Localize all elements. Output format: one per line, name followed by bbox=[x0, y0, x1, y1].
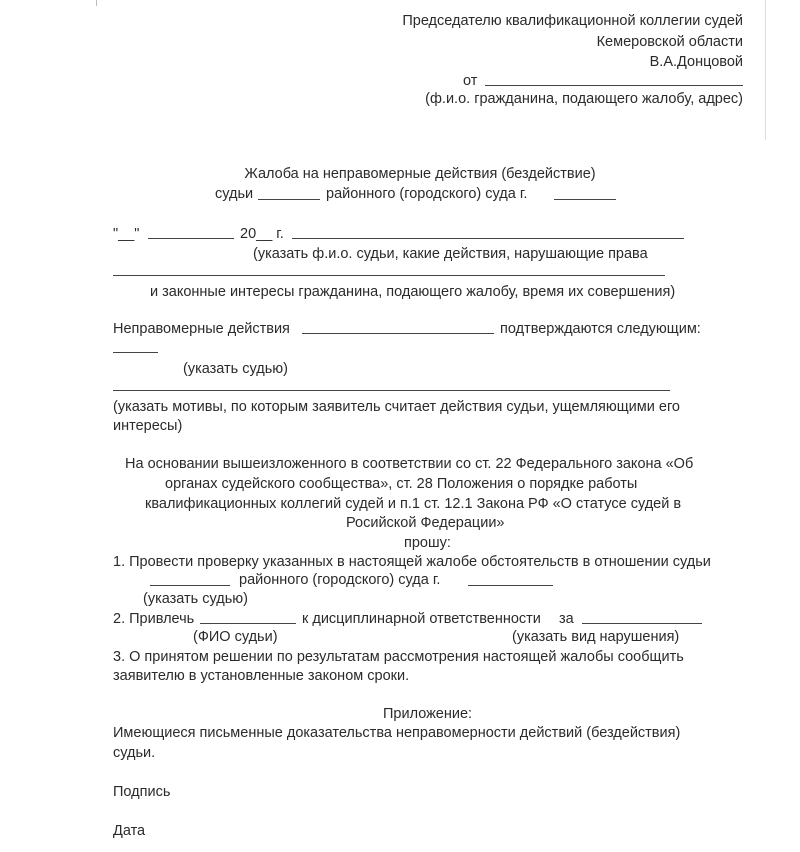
item1-blank-city bbox=[468, 585, 553, 586]
judge-hint: (указать судью) bbox=[183, 361, 288, 377]
from-label: от bbox=[463, 73, 478, 89]
page-edge bbox=[765, 0, 766, 140]
request-item-2-for: за bbox=[559, 611, 574, 627]
request-item-3: 3. О принятом решении по результатам рассмотрения настоящей жалобы сообщить bbox=[113, 649, 684, 665]
fio-hint: (ФИО судьи) bbox=[193, 629, 278, 645]
date-label: Дата bbox=[113, 823, 146, 839]
motives-hint-2: интересы) bbox=[113, 418, 183, 434]
request-word: прошу: bbox=[404, 535, 451, 551]
title-court-text: районного (городского) суда г. bbox=[326, 186, 528, 202]
addressee-line-1: Председателю квалификационной коллегии судей bbox=[402, 13, 743, 29]
judge-actions-hint-1: (указать ф.и.о. судьи, какие действия, нарушающие права bbox=[253, 246, 648, 262]
confirmation-blank bbox=[113, 352, 158, 353]
date-year: 20__ г. bbox=[240, 226, 284, 242]
page-corner-mark bbox=[96, 0, 127, 6]
motives-hint-1: (указать мотивы, по которым заявитель считает действия судьи, ущемляющими его bbox=[113, 399, 680, 415]
date-blank-rest bbox=[292, 238, 684, 239]
actions-blank bbox=[113, 275, 665, 276]
title-blank-judge bbox=[258, 199, 320, 200]
item1-blank-judge bbox=[150, 585, 230, 586]
from-hint: (ф.и.о. гражданина, подающего жалобу, адрес) bbox=[425, 91, 743, 107]
confirmed-by-text: подтверждаются следующим: bbox=[500, 321, 701, 337]
violation-hint: (указать вид нарушения) bbox=[512, 629, 680, 645]
appendix-line-1: Имеющиеся письменные доказательства неправомерности действий (бездействия) bbox=[113, 725, 681, 741]
request-item-1-court: районного (городского) суда г. bbox=[239, 572, 441, 588]
basis-line-2: органах судейского сообщества», ст. 28 Положения о порядке работы bbox=[165, 476, 638, 492]
request-item-2-text: к дисциплинарной ответственности bbox=[302, 611, 541, 627]
title-blank-city bbox=[554, 199, 616, 200]
date-quote: "__" bbox=[113, 226, 140, 242]
item1-judge-hint: (указать судью) bbox=[143, 591, 248, 607]
signature-label: Подпись bbox=[113, 784, 171, 800]
item2-blank-violation bbox=[582, 623, 702, 624]
appendix-title: Приложение: bbox=[383, 706, 473, 722]
title-judge-word: судьи bbox=[215, 186, 254, 202]
appendix-line-2: судьи. bbox=[113, 745, 156, 761]
request-item-1: 1. Провести проверку указанных в настоящей жалобе обстоятельств в отношении судьи bbox=[113, 554, 711, 570]
addressee-line-2: Кемеровской области bbox=[596, 34, 743, 50]
basis-line-3: квалификационных коллегий судей и п.1 ст. 12.1 Закона РФ «О статусе судей в bbox=[145, 496, 682, 512]
request-item-3-cont: заявителю в установленные законом сроки. bbox=[113, 668, 410, 684]
wrong-actions-label: Неправомерные действия bbox=[113, 321, 290, 337]
from-blank bbox=[485, 85, 743, 86]
date-blank-month bbox=[148, 238, 234, 239]
judge-actions-hint-2: и законные интересы гражданина, подающего жалобу, время их совершения) bbox=[150, 284, 676, 300]
document-title: Жалоба на неправомерные действия (бездействие) bbox=[244, 166, 596, 182]
motives-blank bbox=[113, 390, 670, 391]
wrong-actions-blank bbox=[302, 333, 494, 334]
basis-line-1: На основании вышеизложенного в соответствии со ст. 22 Федерального закона «Об bbox=[125, 456, 694, 472]
item2-blank-fio bbox=[200, 623, 296, 624]
basis-line-4: Росийской Федерации» bbox=[346, 515, 505, 531]
request-item-2: 2. Привлечь bbox=[113, 611, 195, 627]
addressee-line-3: В.А.Донцовой bbox=[649, 54, 743, 70]
